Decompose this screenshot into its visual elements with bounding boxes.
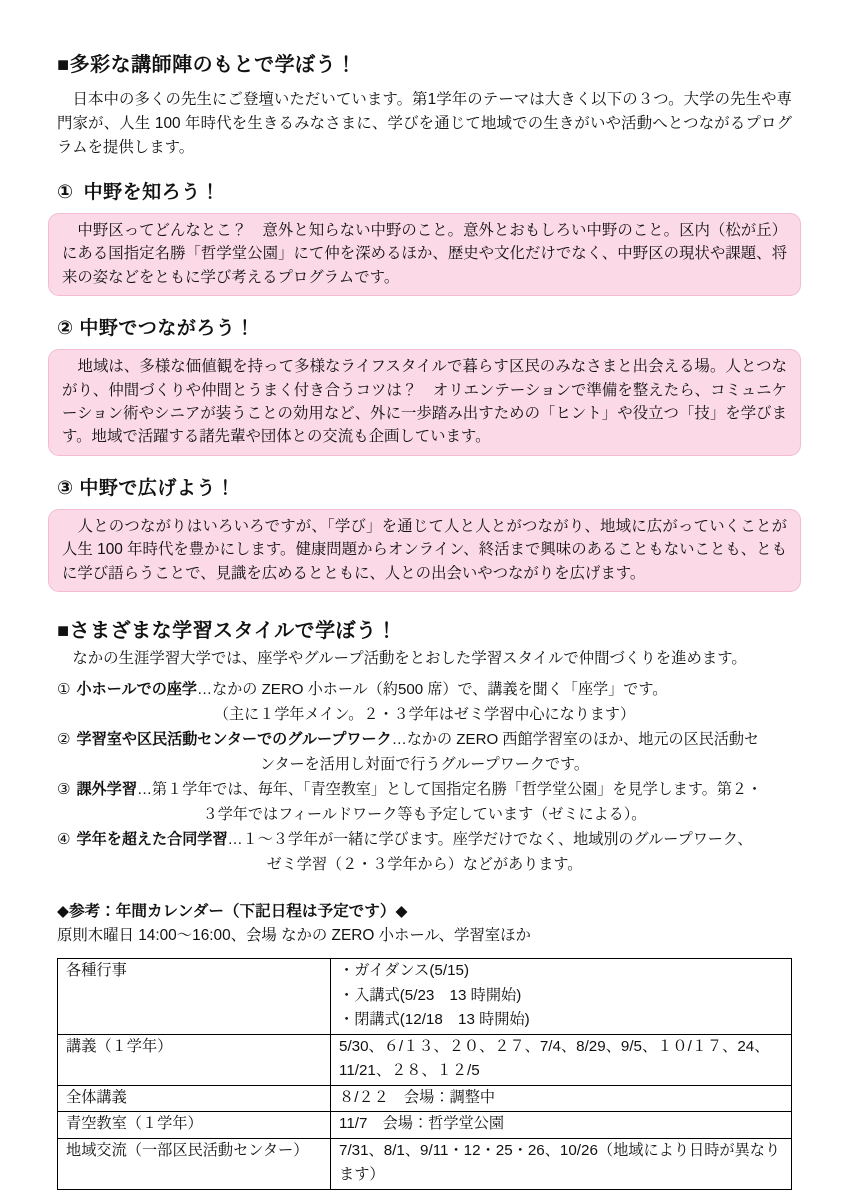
item4-number: ④ <box>57 831 71 849</box>
item1-text: …なかの ZERO 小ホール（約500 席）で、講義を聞く「座学」です。 <box>197 681 668 699</box>
topic1-number: ① <box>57 182 74 203</box>
section2-intro: なかの生涯学習大学では、座学やグループ活動をとおした学習スタイルで仲間づくりを進めます。 <box>57 650 747 668</box>
item4-line1 <box>57 827 792 852</box>
row-value-cell: 5/30、６/１３、２０、２７、7/4、8/29、9/5、１０/１７、24、11/21、２８、１２/5 <box>331 1034 792 1085</box>
topic2-heading <box>57 313 792 340</box>
table-row-lectures <box>58 1034 792 1085</box>
learning-style-item-3 <box>57 777 792 827</box>
item2-label: 学習室や区民活動センターでのグループワーク <box>76 731 392 749</box>
learning-style-item-2 <box>57 727 792 777</box>
row-value-cell: 7/31、8/1、9/11・12・25・26、10/26（地域により日時が異なります） <box>331 1138 792 1189</box>
row-label-cell: 地域交流（一部区民活動センター） <box>58 1138 331 1189</box>
item3-text-continued: ３学年ではフィールドワーク等も予定しています（ゼミによる）。 <box>202 806 647 824</box>
item3-label: 課外学習 <box>76 781 137 799</box>
item3-line1 <box>57 777 792 802</box>
event-line: ・ガイダンス(5/15) <box>339 962 470 980</box>
section1-intro: 日本中の多くの先生にご登壇いただいています。第1学年のテーマは大きく以下の３つ。大学の先生や専門家が、人生 100 年時代を生きるみなさまに、学びを通じて地域での生きがいや活動へとつながるプログラムを提供します。 <box>57 91 792 156</box>
item2-text: …なかの ZERO 西館学習室のほか、地元の区民活動セ <box>391 731 760 749</box>
topic3-heading-text: 中野で広げよう！ <box>79 477 236 499</box>
item4-text-continued: ゼミ学習（２・３学年から）などがあります。 <box>266 856 583 874</box>
item3-text: …第１学年では、毎年、「青空教室」として国指定名勝「哲学堂公園」を見学します。第２・ <box>136 781 763 799</box>
item1-label: 小ホールでの座学 <box>76 681 197 699</box>
table-row-general-lecture <box>58 1085 792 1112</box>
item2-number: ② <box>57 731 71 749</box>
item1-text-continued: （主に１学年メイン。２・３学年はゼミ学習中心になります） <box>213 706 636 724</box>
row-label-cell: 講義（１学年） <box>58 1034 331 1085</box>
event-line: ・入講式(5/23 13 時開始) <box>339 986 522 1004</box>
topic3-number: ③ <box>57 477 74 499</box>
calendar-schedule-note: 原則木曜日 14:00～16:00、会場 なかの ZERO 小ホール、学習室ほか <box>57 927 531 945</box>
calendar-heading: ◆参考：年間カレンダー（下記日程は予定です）◆ <box>57 903 408 921</box>
annual-calendar-table <box>57 958 792 1190</box>
event-line: ・閉講式(12/18 13 時開始) <box>339 1011 530 1029</box>
learning-style-item-4 <box>57 827 792 877</box>
topic1-heading-text: 中野を知ろう！ <box>83 182 221 203</box>
item1-number: ① <box>57 681 71 699</box>
row-value-cell: ８/２２ 会場：調整中 <box>331 1085 792 1112</box>
item1-line1 <box>57 677 792 702</box>
topic3-heading <box>57 473 792 500</box>
learning-style-item-1 <box>57 677 792 727</box>
topic1-highlight-box: 中野区ってどんなとこ？ 意外と知らない中野のこと。意外とおもしろい中野のこと。区内（松が丘）にある国指定名勝「哲学堂公園」にて仲を深めるほか、歴史や文化だけでなく、中野区の現状や課題、将来の姿などをともに学び考えるプログラムです。 <box>48 213 801 296</box>
item4-label: 学年を超えた合同学習 <box>76 831 228 849</box>
topic1-heading <box>57 177 792 204</box>
section2-title: ■さまざまな学習スタイルで学ぼう！ <box>57 620 398 643</box>
row-value-cell: 11/7 会場：哲学堂公園 <box>331 1112 792 1139</box>
row-label-cell: 青空教室（１学年） <box>58 1112 331 1139</box>
section1-title: ■多彩な講師陣のもとで学ぼう！ <box>57 54 357 76</box>
item3-number: ③ <box>57 781 71 799</box>
topic2-number: ② <box>57 318 74 340</box>
topic2-highlight-box: 地域は、多様な価値観を持って多様なライフスタイルで暮らす区民のみなさまと出会える場。人とつながり、仲間づくりや仲間とうまく付き合うコツは？ オリエンテーションで準備を整えたら、コミュニケーション術やシニアが装うことの効用など、外に一歩踏み出すための「ヒント」や役立つ「技」を学びます。地域で活躍する諸先輩や団体との交流も企画しています。 <box>48 349 801 456</box>
learning-style-list <box>57 677 792 877</box>
row-value-cell <box>331 959 792 1035</box>
row-label-cell: 各種行事 <box>58 959 331 1035</box>
item2-line1 <box>57 727 792 752</box>
item4-text: …１〜３学年が一緒に学びます。座学だけでなく、地域別のグループワーク、 <box>227 831 753 849</box>
topic2-heading-text: 中野でつながろう！ <box>79 318 255 340</box>
topic3-highlight-box: 人とのつながりはいろいろですが、「学び」を通じて人と人とがつながり、地域に広がっていくことが人生 100 年時代を豊かにします。健康問題からオンライン、終活まで興味のあることもないことも、ともに学び語らうことで、見識を広めるとともに、人との出会いやつながりを広げます。 <box>48 509 801 592</box>
item2-text-continued: ンターを活用し対面で行うグループワークです。 <box>259 756 590 774</box>
table-row-events <box>58 959 792 1035</box>
row-label-cell: 全体講義 <box>58 1085 331 1112</box>
table-row-community-exchange <box>58 1138 792 1189</box>
table-row-open-air-class <box>58 1112 792 1139</box>
